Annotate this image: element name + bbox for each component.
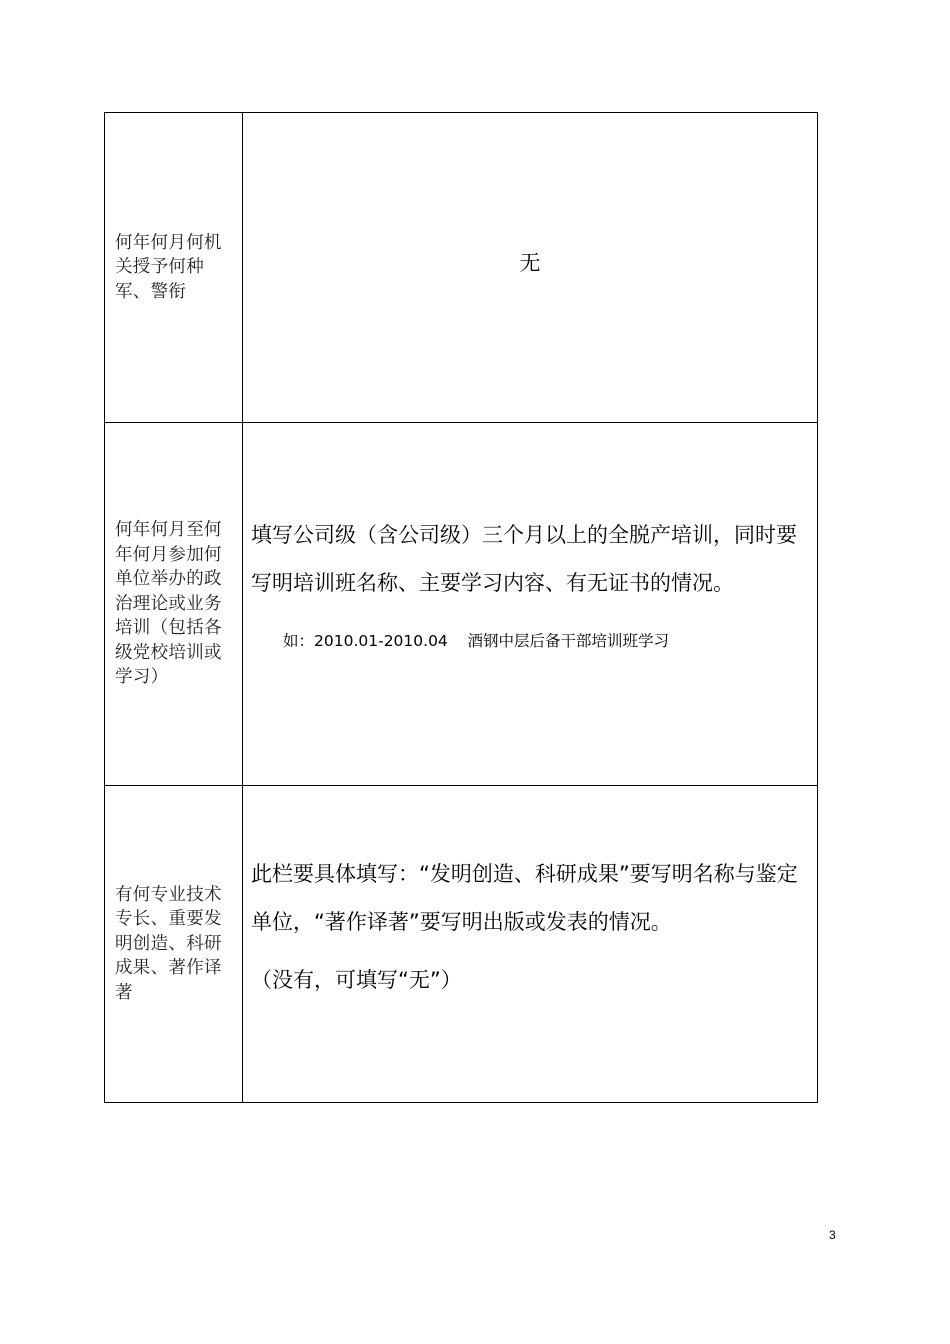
label-cell-training bbox=[105, 423, 243, 786]
table-row-rank bbox=[105, 113, 818, 423]
label-rank: 何年何月何机 关授予何种 军、警衔 bbox=[115, 232, 222, 302]
label-training: 何年何月至何 年何月参加何 单位举办的政 治理论或业务 培训（包括各 级党校培训或 学习） bbox=[115, 520, 222, 688]
training-example: 如：2010.01-2010.04 酒钢中层后备干部培训班学习 bbox=[283, 632, 669, 650]
table-row-expertise bbox=[105, 786, 818, 1103]
content-cell-expertise bbox=[243, 786, 818, 1103]
page-number: 3 bbox=[829, 1228, 836, 1242]
label-cell-rank bbox=[105, 113, 243, 423]
expertise-note: （没有，可填写“无”） bbox=[251, 968, 462, 992]
rank-value: 无 bbox=[519, 251, 541, 275]
resume-form-table bbox=[104, 112, 818, 1103]
content-cell-training bbox=[243, 423, 818, 786]
expertise-instruction: 此栏要具体填写：“发明创造、科研成果”要写明名称与鉴定单位，“著作译著”要写明出版或发表的情况。 bbox=[251, 862, 798, 934]
training-instruction: 填写公司级（含公司级）三个月以上的全脱产培训，同时要写明培训班名称、主要学习内容、有无证书的情况。 bbox=[251, 523, 797, 595]
label-cell-expertise bbox=[105, 786, 243, 1103]
label-expertise: 有何专业技术 专长、重要发 明创造、科研 成果、著作译 著 bbox=[115, 884, 222, 1003]
content-cell-rank bbox=[243, 113, 818, 423]
table-row-training bbox=[105, 423, 818, 786]
